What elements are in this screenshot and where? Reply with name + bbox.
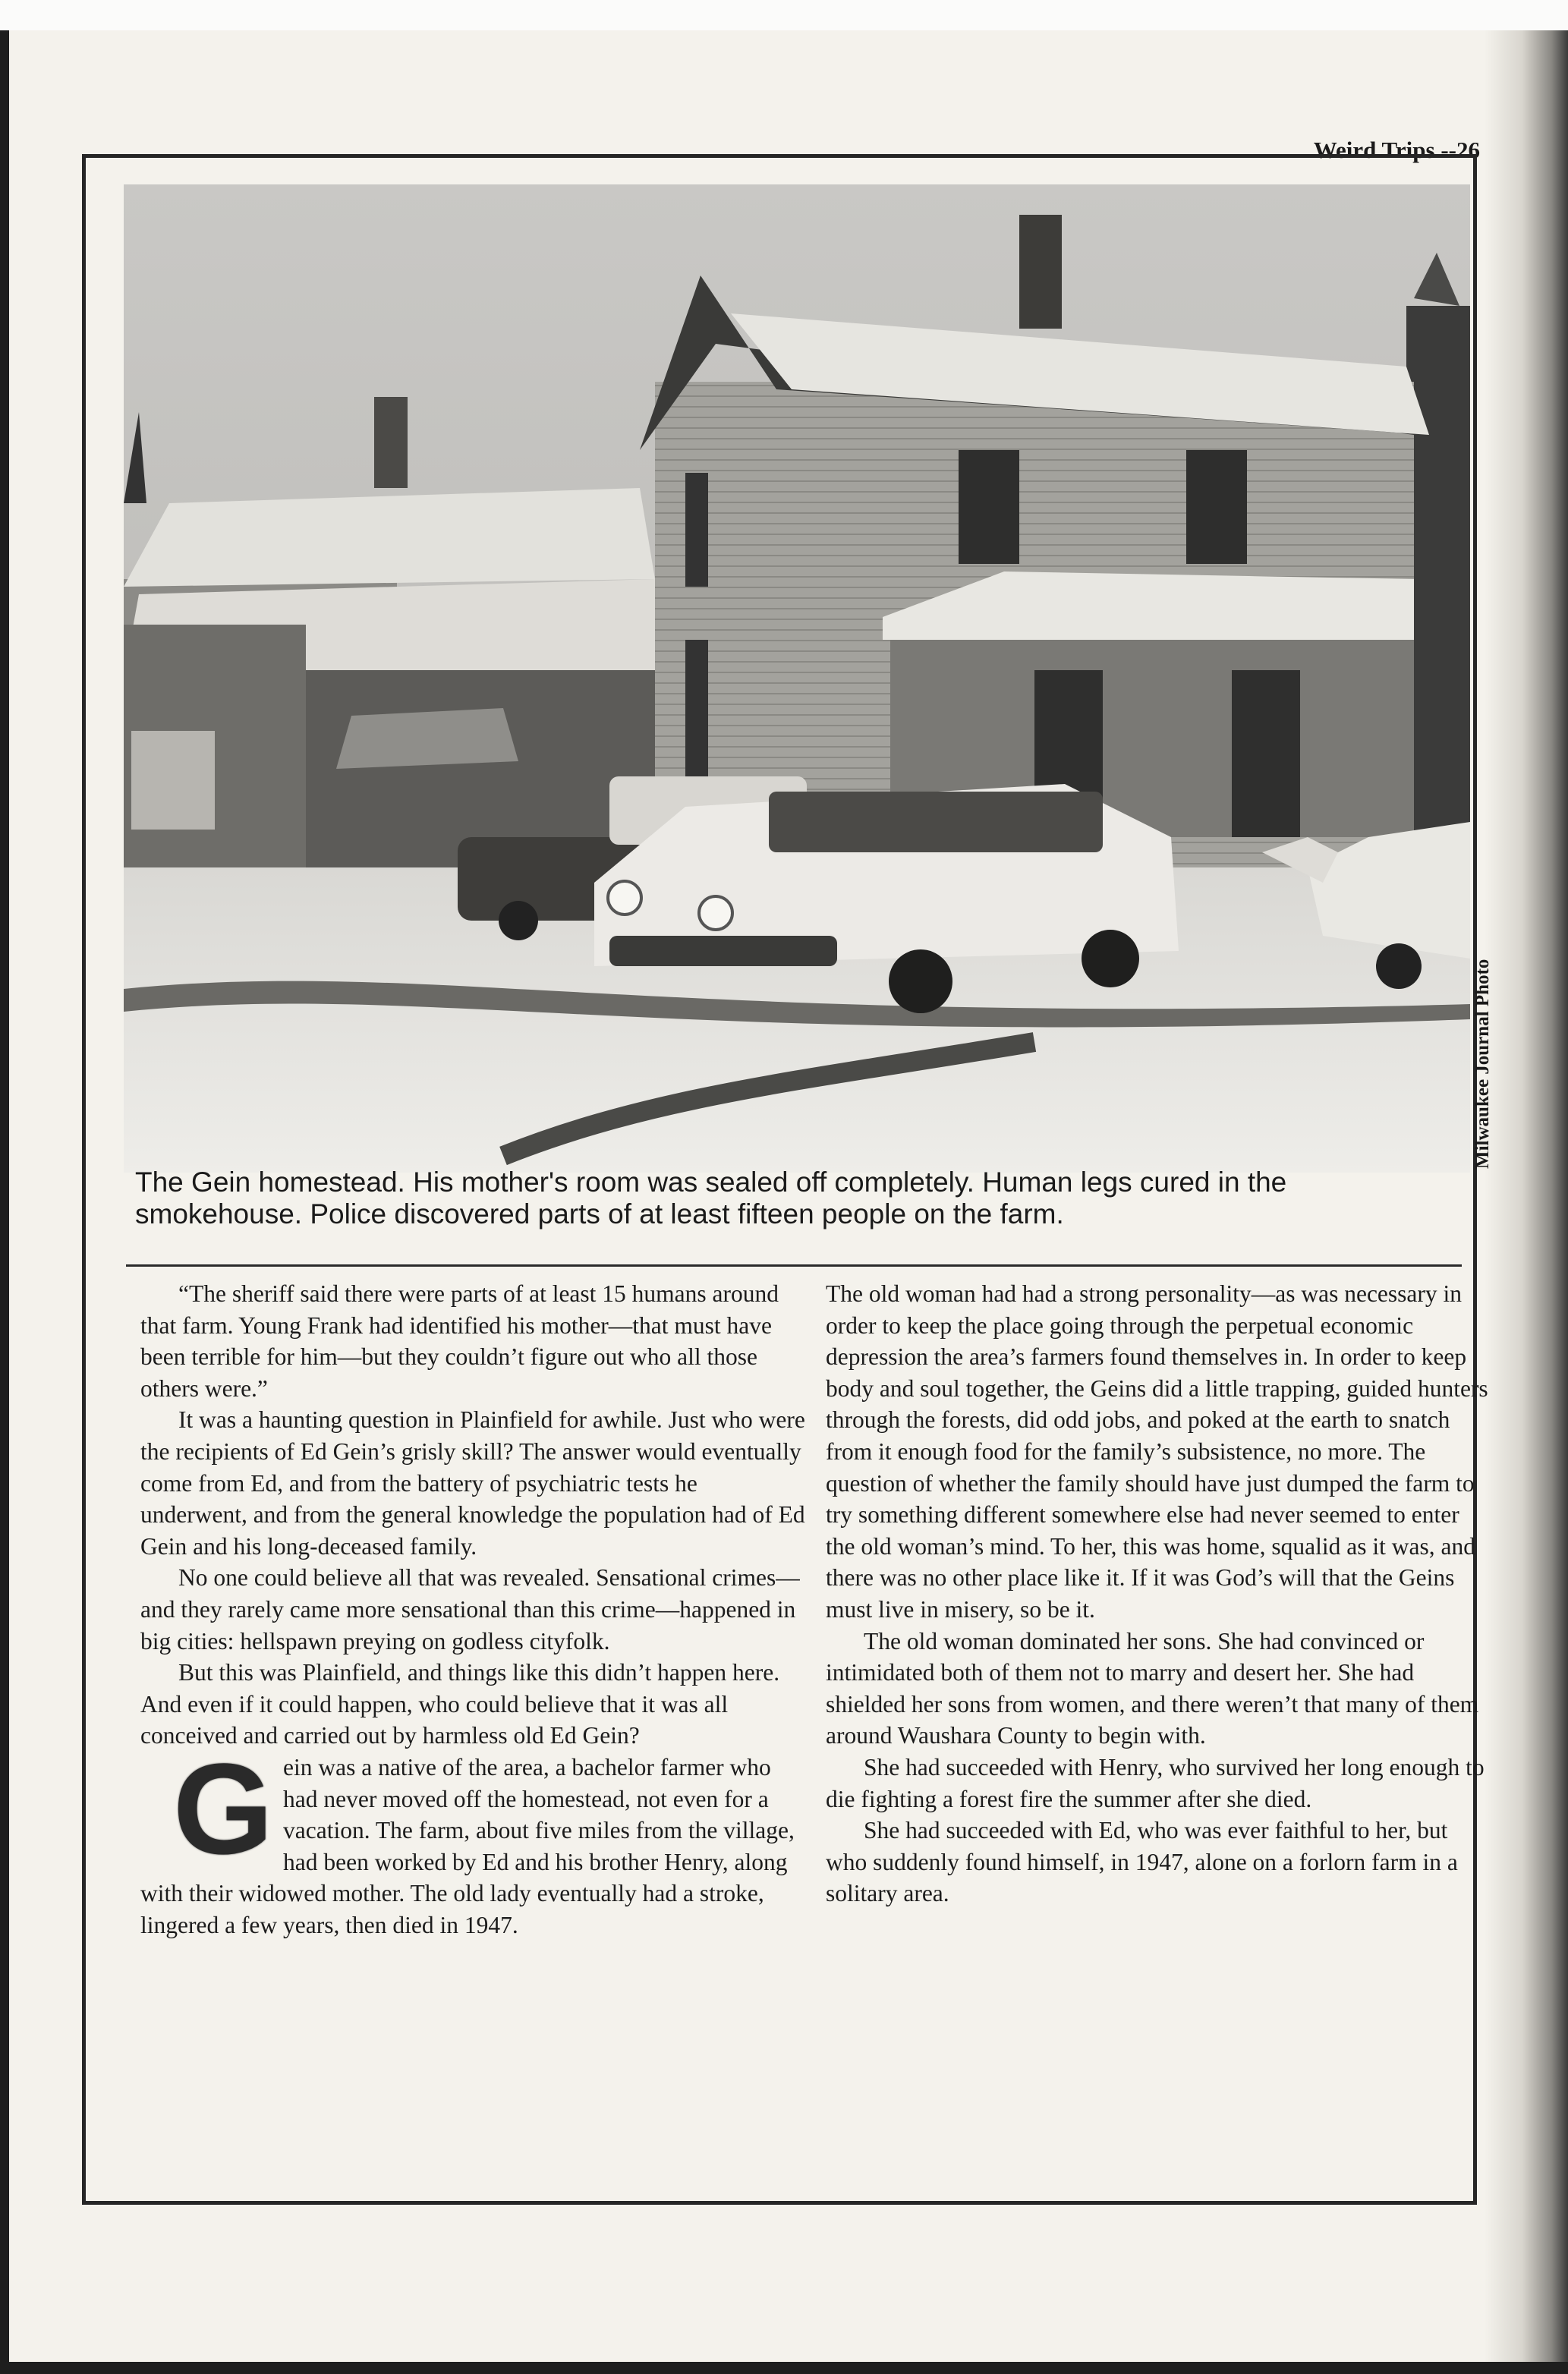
- paragraph: It was a haunting question in Plainfield for awhile. Just who were the recipients of Ed Gein’s grisly skill? The answer would eventually come from Ed, and from the battery of psychiatric tests he underwent, and from the general knowledge the population had of Ed Gein and his long-deceased family.: [140, 1406, 805, 1560]
- caption-lead: The Gein homestead.: [135, 1167, 405, 1198]
- caption-divider: [126, 1264, 1462, 1267]
- paragraph: But this was Plainfield, and things like this didn’t happen here. And even if it could happen, who could believe that it was all conceived and carried out by harmless old Ed Gein?: [140, 1659, 780, 1749]
- page-number: Weird Trips --26: [1313, 137, 1480, 163]
- drop-cap-letter: G: [172, 1736, 274, 1881]
- farmhouse-illustration: [124, 184, 1470, 1173]
- caption-text: His mother's room was sealed off completely. Human legs cured in the smokehouse. Police discovered parts of at least fifteen people on the farm.: [135, 1167, 1287, 1230]
- article-column-left: [140, 1278, 808, 1941]
- paragraph: “The sheriff said there were parts of at least 15 humans around that farm. Young Frank had identified his mother—that must have been terrible for him—but they couldn’t figure out who all those others were.”: [140, 1280, 779, 1402]
- page-gutter-shadow: [1485, 30, 1568, 2362]
- paragraph: The old woman had had a strong personality—as was necessary in order to keep the place going through the perpetual economic depression the area’s farmers found themselves in. In order to keep body and soul together, the Geins did a little trapping, guided hunters through the forests, did odd jobs, and poked at the earth to snatch from it enough food for the family’s subsistence, no more. The question of whether the family should have just dumped the farm to try something different somewhere else had never seemed to enter the old woman’s mind. To her, this was home, squalid as it was, and there was no other place like it. If it was God’s will that the Geins must live in misery, so be it.: [826, 1280, 1488, 1623]
- article-column-right: [826, 1278, 1494, 1910]
- farmhouse-photo: [124, 184, 1470, 1173]
- paragraph: No one could believe all that was revealed. Sensational crimes—and they rarely came more sensational than this crime—happened in big cities: hellspawn preying on godless cityfolk.: [140, 1564, 800, 1655]
- paragraph: She had succeeded with Ed, who was ever faithful to her, but who suddenly found himself, in 1947, alone on a forlorn farm in a solitary area.: [826, 1817, 1458, 1907]
- paragraph: She had succeeded with Henry, who survived her long enough to die fighting a forest fire the summer after she died.: [826, 1753, 1485, 1812]
- drop-cap-paragraph: [140, 1736, 808, 1941]
- photo-credit-text: Milwaukee Journal Photo: [1472, 959, 1493, 1169]
- scan-top-margin: [0, 0, 1568, 30]
- paragraph: The old woman dominated her sons. She had convinced or intimidated both of them not to marry and desert her. She had shielded her sons from women, and there weren’t that many of them around Waushara County to begin with.: [826, 1627, 1479, 1749]
- drop-cap: [172, 1736, 274, 1881]
- photo-caption: [135, 1167, 1456, 1230]
- drop-cap-paragraph-text: ein was a native of the area, a bachelor farmer who had never moved off the homestead, not even for a vacation. The farm, about five miles from the village, had been worked by Ed and his brother Henry, along with their widowed mother. The old lady eventually had a stroke, lingered a few years, then died in 1947.: [140, 1753, 795, 1938]
